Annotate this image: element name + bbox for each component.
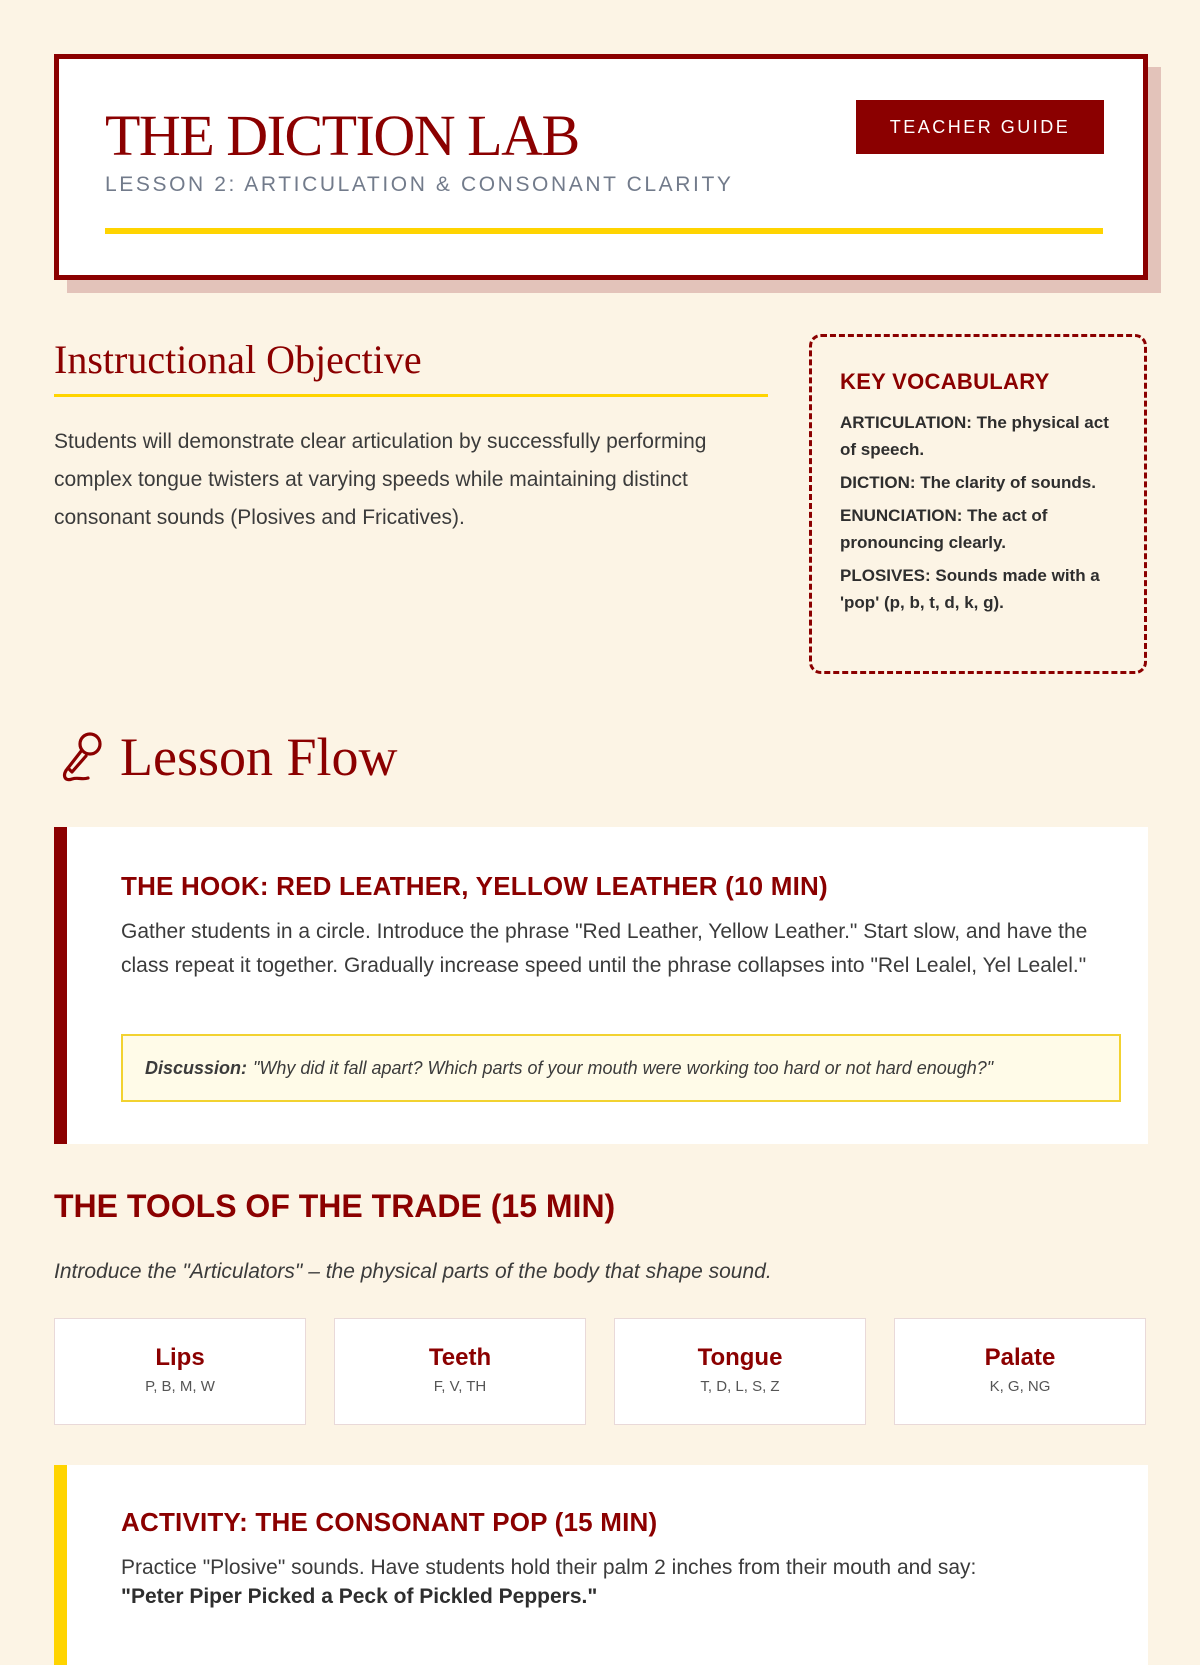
discussion-callout (121, 1034, 1121, 1102)
practice-phrase: "Peter Piper Picked a Peck of Pickled Peppers." (121, 1585, 598, 1608)
articulator-sounds: K, G, NG (989, 1378, 1051, 1395)
vocabulary-item: ENUNCIATION: The act of pronouncing clearly. (840, 506, 1048, 552)
key-vocabulary-box (809, 334, 1147, 674)
articulator-card-lips (54, 1318, 306, 1425)
activity-section (54, 1465, 1148, 1665)
lesson-flow-heading: Lesson Flow (120, 727, 398, 787)
articulator-name: Teeth (428, 1344, 492, 1371)
activity-instructions: Practice "Plosive" sounds. Have students hold their palm 2 inches from their mouth and say: (121, 1556, 977, 1579)
hook-heading: THE HOOK: RED LEATHER, YELLOW LEATHER (10 MIN) (121, 871, 828, 901)
vocabulary-heading: KEY VOCABULARY (840, 369, 1050, 394)
articulator-card-teeth (334, 1318, 586, 1425)
activity-heading: ACTIVITY: THE CONSONANT POP (15 MIN) (121, 1507, 658, 1537)
articulator-sounds: T, D, L, S, Z (700, 1378, 780, 1395)
articulator-name: Palate (984, 1344, 1056, 1371)
articulator-card-tongue (614, 1318, 866, 1425)
objective-text: Students will demonstrate clear articulation by successfully performing complex tongue twisters at varying speeds while maintaining distinct consonant sounds (Plosives and Fricatives). (54, 430, 707, 529)
microphone-icon (56, 728, 108, 784)
articulator-name: Lips (155, 1344, 205, 1371)
articulator-name: Tongue (697, 1344, 783, 1371)
objective-heading: Instructional Objective (54, 337, 422, 382)
hook-section (54, 827, 1148, 1144)
objective-divider (54, 394, 768, 397)
header-divider (105, 228, 1103, 234)
articulator-sounds: F, V, TH (433, 1378, 487, 1395)
tools-intro: Introduce the "Articulators" – the physical parts of the body that shape sound. (54, 1260, 772, 1283)
vocabulary-item: PLOSIVES: Sounds made with a 'pop' (p, b, t, d, k, g). (840, 566, 1100, 612)
header-card (54, 54, 1148, 280)
vocabulary-item: ARTICULATION: The physical act of speech. (840, 413, 1109, 459)
discussion-question: "Why did it fall apart? Which parts of your mouth were working too hard or not hard enough?" (253, 1057, 994, 1078)
page-title: THE DICTION LAB (105, 103, 579, 168)
articulator-sounds: P, B, M, W (145, 1378, 215, 1395)
vocabulary-item: DICTION: The clarity of sounds. (840, 473, 1096, 492)
tools-heading: THE TOOLS OF THE TRADE (15 MIN) (54, 1188, 616, 1224)
lesson-subtitle: LESSON 2: ARTICULATION & CONSONANT CLARITY (105, 173, 734, 196)
teacher-guide-button[interactable]: TEACHER GUIDE (856, 100, 1104, 154)
discussion-label: Discussion: (145, 1057, 248, 1078)
hook-instructions: Gather students in a circle. Introduce the phrase "Red Leather, Yellow Leather." Start slow, and have the class repeat it together. Gradually increase speed until the phrase collapses into "Rel Lealel, Yel Lealel." (121, 920, 1088, 977)
articulator-card-palate (894, 1318, 1146, 1425)
